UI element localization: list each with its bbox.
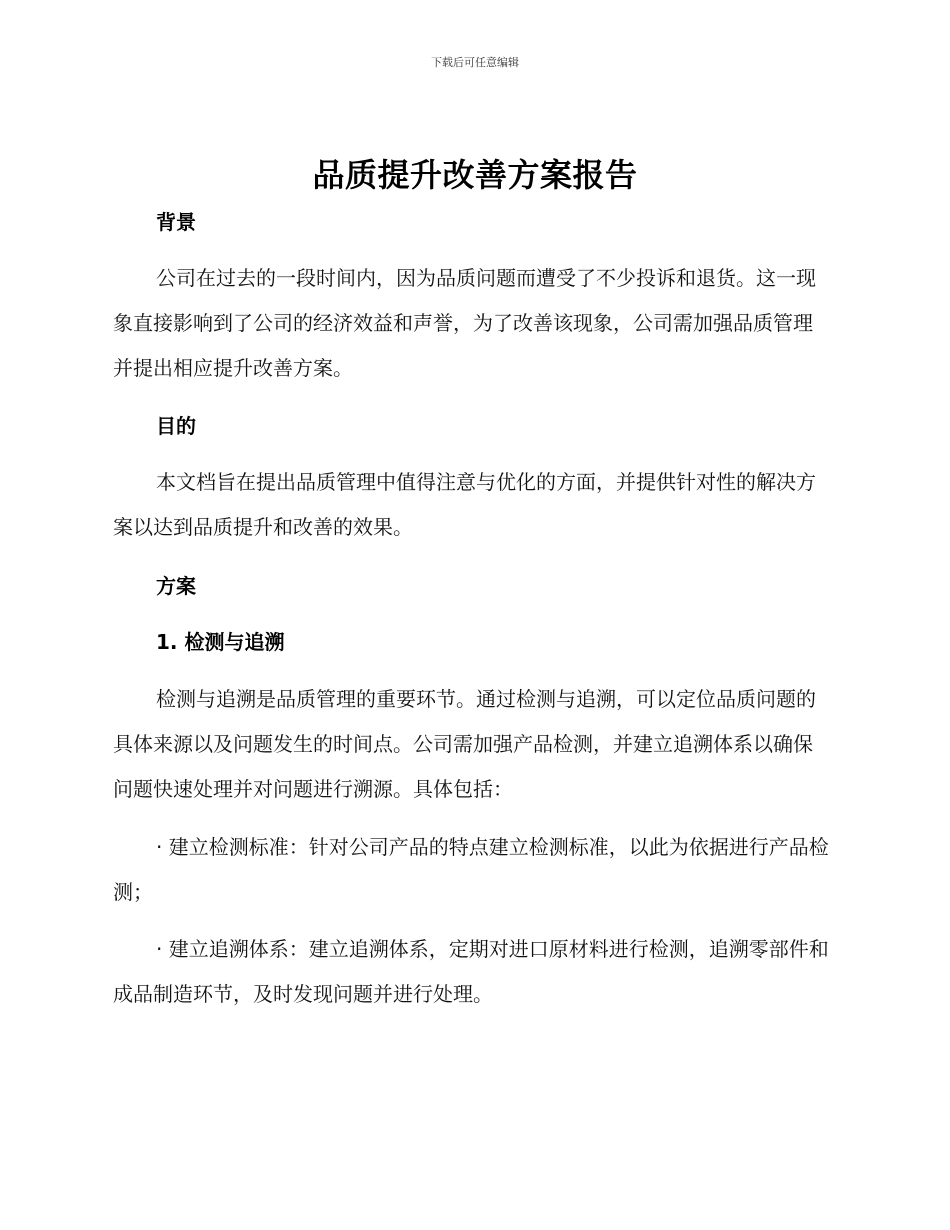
bullet-item-traceability-system: · 建立追溯体系：建立追溯体系，定期对进口原材料进行检测，追溯零部件和成品制造环节，及时发现问题并进行处理。 <box>113 937 829 1006</box>
section-heading-background: 背景 <box>156 210 196 234</box>
paragraph-purpose: 本文档旨在提出品质管理中值得注意与优化的方面，并提供针对性的解决方案以达到品质提升和改善的效果。 <box>113 470 816 539</box>
subsection-heading-inspection: 1. 检测与追溯 <box>156 630 285 654</box>
document-title: 品质提升改善方案报告 <box>312 156 638 194</box>
page-header-note: 下载后可任意编辑 <box>431 56 519 69</box>
bullet-item-inspection-standard: · 建立检测标准：针对公司产品的特点建立检测标准，以此为依据进行产品检测； <box>113 835 829 904</box>
paragraph-inspection: 检测与追溯是品质管理的重要环节。通过检测与追溯，可以定位品质问题的具体来源以及问题发生的时间点。公司需加强产品检测，并建立追溯体系以确保问题快速处理并对问题进行溯源。具体包括： <box>113 687 816 801</box>
section-heading-plan: 方案 <box>156 574 196 598</box>
section-heading-purpose: 目的 <box>156 414 196 438</box>
paragraph-background: 公司在过去的一段时间内，因为品质问题而遭受了不少投诉和退货。这一现象直接影响到了公司的经济效益和声誉，为了改善该现象，公司需加强品质管理并提出相应提升改善方案。 <box>113 266 816 380</box>
